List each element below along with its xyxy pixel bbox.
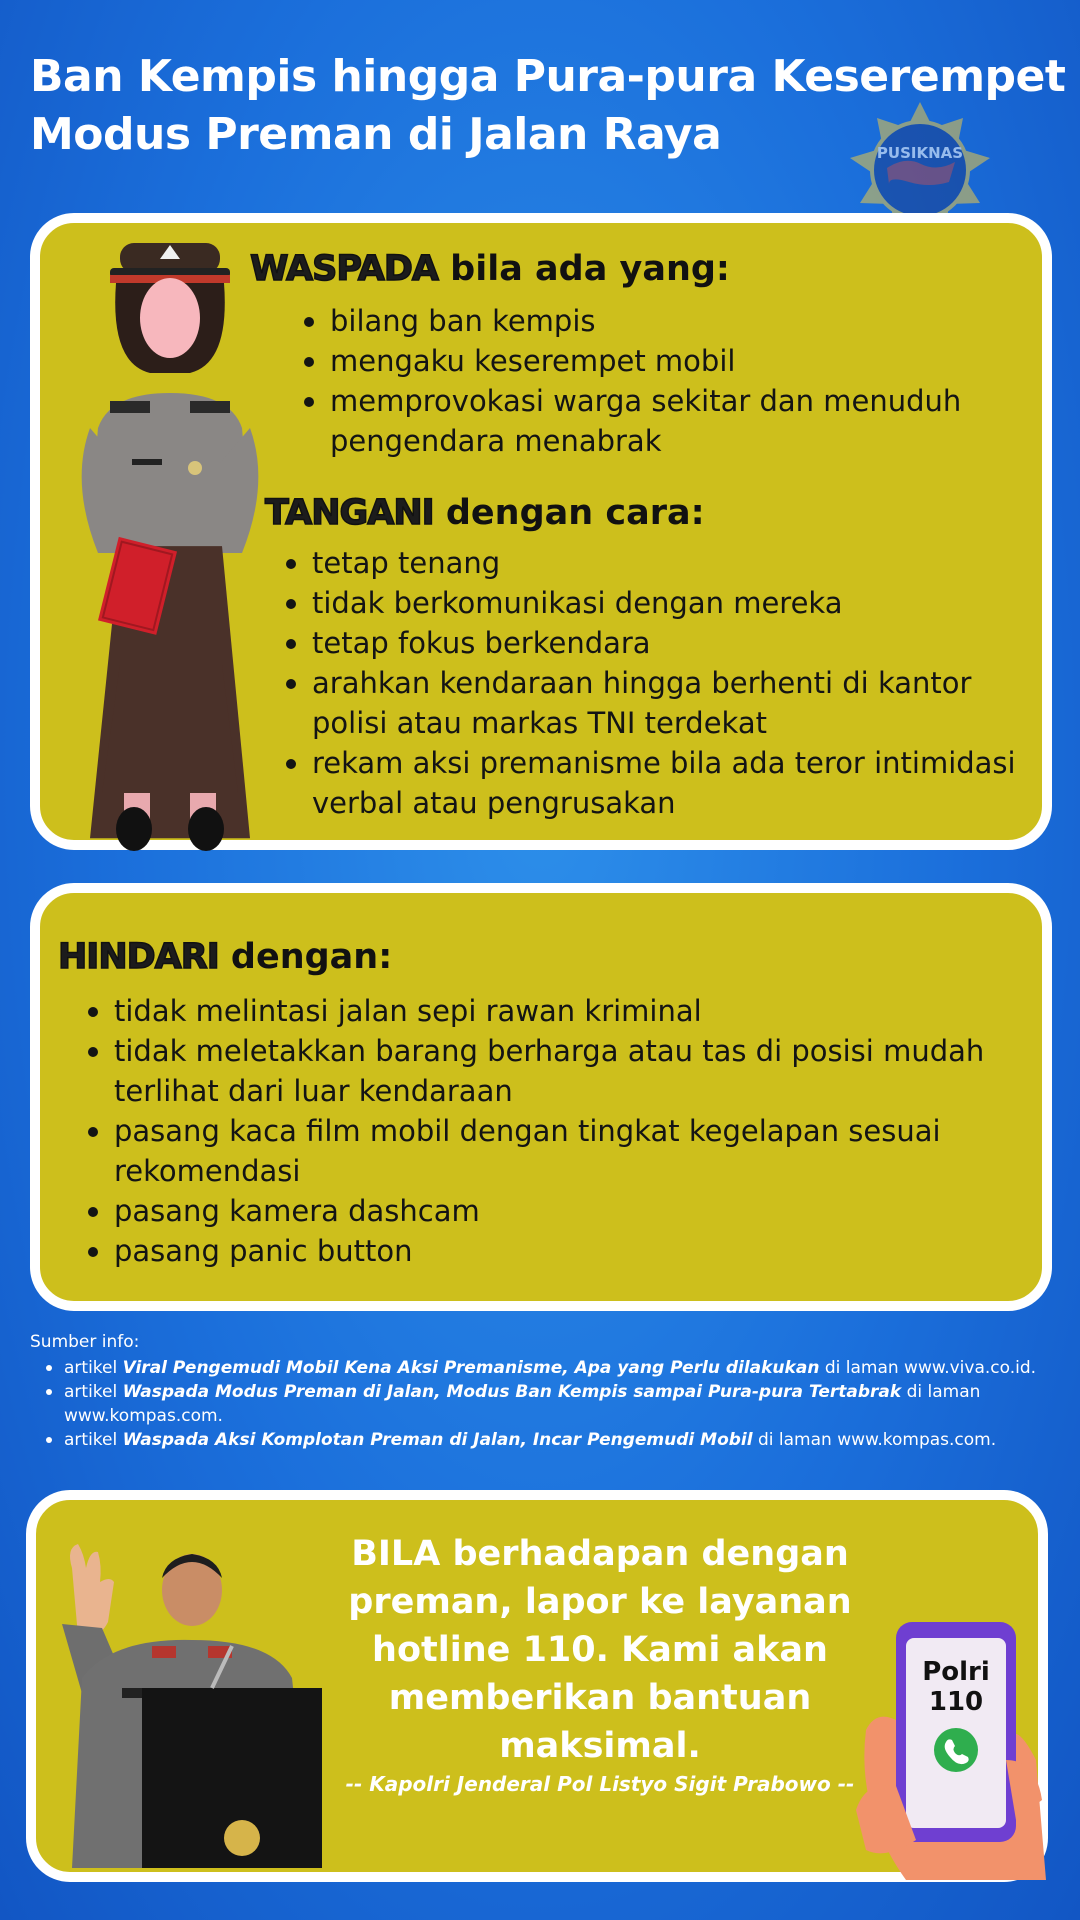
sources-label: Sumber info:	[30, 1332, 140, 1352]
source-prefix: artikel	[64, 1430, 123, 1450]
source-suffix: di laman www.viva.co.id.	[819, 1358, 1037, 1378]
list-item: memprovokasi warga sekitar dan menuduh pengendara menabrak	[300, 381, 1020, 461]
hindari-panel	[30, 883, 1052, 1311]
hindari-list	[84, 991, 1024, 1271]
list-item: tidak melintasi jalan sepi rawan kriminal	[84, 991, 1024, 1031]
title-line-2: Modus Preman di Jalan Raya	[30, 109, 722, 160]
list-item: tidak berkomunikasi dengan mereka	[282, 583, 1042, 623]
tangani-heading-rest: dengan cara:	[433, 493, 705, 533]
list-item: pasang kamera dashcam	[84, 1191, 1024, 1231]
waspada-keyword: WASPADA	[250, 249, 438, 289]
source-suffix: di laman www.kompas.com.	[752, 1430, 997, 1450]
hindari-heading	[58, 937, 392, 977]
list-item: arahkan kendaraan hingga berhenti di kantor polisi atau markas TNI terdekat	[282, 663, 1042, 743]
list-item: pasang kaca film mobil dengan tingkat kegelapan sesuai rekomendasi	[84, 1111, 1024, 1191]
tangani-keyword: TANGANI	[265, 493, 434, 533]
list-item: tidak meletakkan barang berharga atau tas di posisi mudah terlihat dari luar kendaraan	[84, 1031, 1024, 1111]
list-item: pasang panic button	[84, 1231, 1024, 1271]
waspada-heading	[250, 249, 730, 289]
source-prefix: artikel	[64, 1358, 123, 1378]
title-line-1: Ban Kempis hingga Pura-pura Keserempet	[30, 51, 1066, 102]
source-title-link[interactable]: Waspada Aksi Komplotan Preman di Jalan, Incar Pengemudi Mobil	[122, 1430, 753, 1450]
svg-text:PUSIKNAS: PUSIKNAS	[876, 144, 964, 162]
tangani-heading	[265, 493, 705, 533]
hotline-panel	[26, 1490, 1048, 1882]
waspada-heading-rest: bila ada yang:	[438, 249, 730, 289]
source-suffix: di laman www.kompas.com.	[64, 1382, 981, 1426]
source-prefix: artikel	[64, 1382, 123, 1402]
list-item: tetap fokus berkendara	[282, 623, 1042, 663]
call-icon	[934, 1728, 978, 1772]
list-item: mengaku keserempet mobil	[300, 341, 1020, 381]
source-item	[30, 1356, 1040, 1380]
list-item: tetap tenang	[282, 543, 1042, 583]
list-item: bilang ban kempis	[300, 301, 1020, 341]
hindari-heading-rest: dengan:	[218, 937, 393, 977]
waspada-tangani-panel	[30, 213, 1052, 850]
svg-text:110: 110	[928, 1687, 984, 1717]
source-title-link[interactable]: Waspada Modus Preman di Jalan, Modus Ban Kempis sampai Pura-pura Tertabrak	[122, 1382, 902, 1402]
policewoman-illustration	[50, 223, 280, 853]
hotline-quote: BILA berhadapan dengan preman, lapor ke layanan hotline 110. Kami akan memberikan bantuan maksimal.	[348, 1534, 852, 1766]
list-item: rekam aksi premanisme bila ada teror intimidasi verbal atau pengrusakan	[282, 743, 1042, 823]
source-item	[30, 1428, 1040, 1452]
police-chief-photo	[42, 1528, 342, 1868]
phone-hand-illustration	[856, 1610, 1046, 1880]
tangani-list	[282, 543, 1042, 823]
hindari-keyword: HINDARI	[58, 937, 219, 977]
source-title-link[interactable]: Viral Pengemudi Mobil Kena Aksi Premanisme, Apa yang Perlu dilakukan	[122, 1358, 820, 1378]
svg-text:Polri: Polri	[922, 1657, 990, 1687]
sources-list	[30, 1356, 1040, 1452]
waspada-list	[300, 301, 1020, 461]
sources-section	[30, 1330, 1040, 1452]
source-item	[30, 1380, 1040, 1428]
quote-attribution: -- Kapolri Jenderal Pol Listyo Sigit Prabowo --	[345, 1772, 855, 1796]
